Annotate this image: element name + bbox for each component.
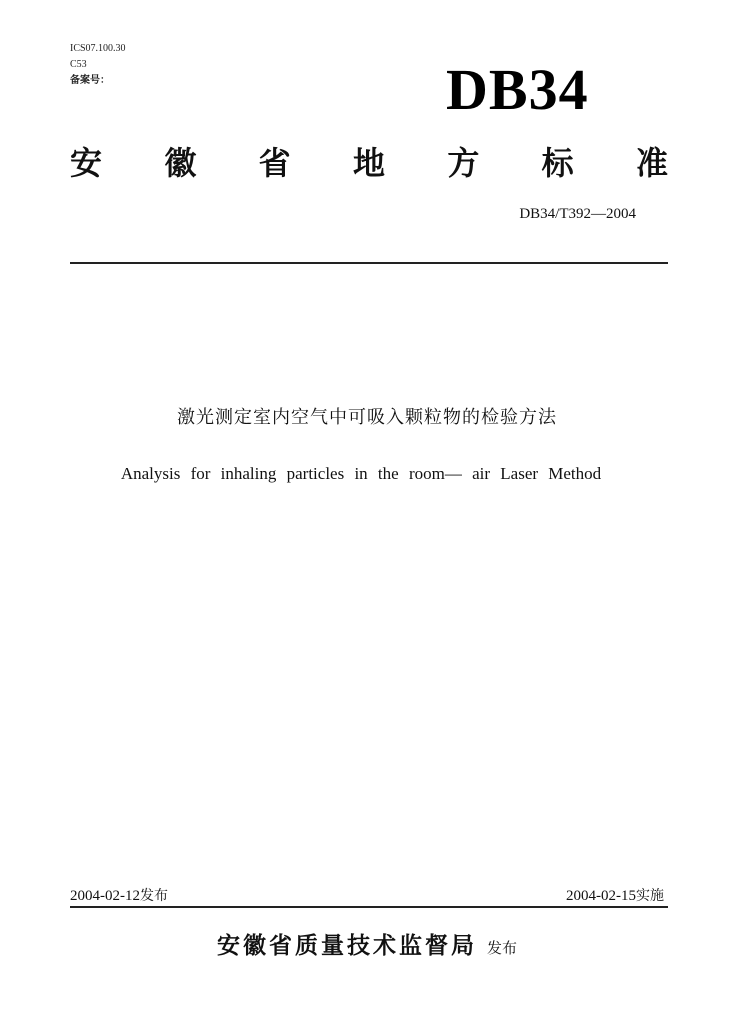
issuer-label: 发布 bbox=[486, 939, 517, 957]
implement-date: 2004-02-15 bbox=[566, 888, 636, 904]
title-english: Analysis for inhaling particles in the room— air Laser Method bbox=[120, 464, 602, 483]
org-title-char: 方 bbox=[447, 144, 480, 182]
org-title-char: 标 bbox=[541, 144, 574, 182]
org-title-char: 准 bbox=[635, 144, 668, 182]
org-title-char: 地 bbox=[352, 144, 385, 182]
org-title-char: 省 bbox=[258, 144, 291, 182]
ccs-code: C53 bbox=[70, 59, 87, 70]
org-title-char: 安 bbox=[70, 144, 103, 182]
implement-label: 实施 bbox=[636, 888, 664, 904]
footer-divider bbox=[70, 906, 668, 908]
ics-code: ICS07.100.30 bbox=[70, 43, 126, 54]
title-chinese: 激光测定室内空气中可吸入颗粒物的检验方法 bbox=[177, 407, 557, 428]
header-divider bbox=[70, 262, 668, 264]
release-date: 2004-02-12 bbox=[70, 888, 140, 904]
org-title-char: 徽 bbox=[164, 144, 197, 182]
db34-logo: DB34 bbox=[446, 57, 589, 122]
issuer-line bbox=[0, 927, 734, 960]
release-label: 发布 bbox=[140, 888, 168, 904]
implement-date-block bbox=[566, 885, 664, 905]
release-date-block bbox=[70, 885, 168, 905]
org-title bbox=[70, 138, 668, 184]
issuer-name: 安徽省质量技术监督局 bbox=[216, 933, 477, 959]
record-number-label: 备案号： bbox=[70, 75, 110, 86]
standard-number: DB34/T392—2004 bbox=[519, 206, 636, 222]
